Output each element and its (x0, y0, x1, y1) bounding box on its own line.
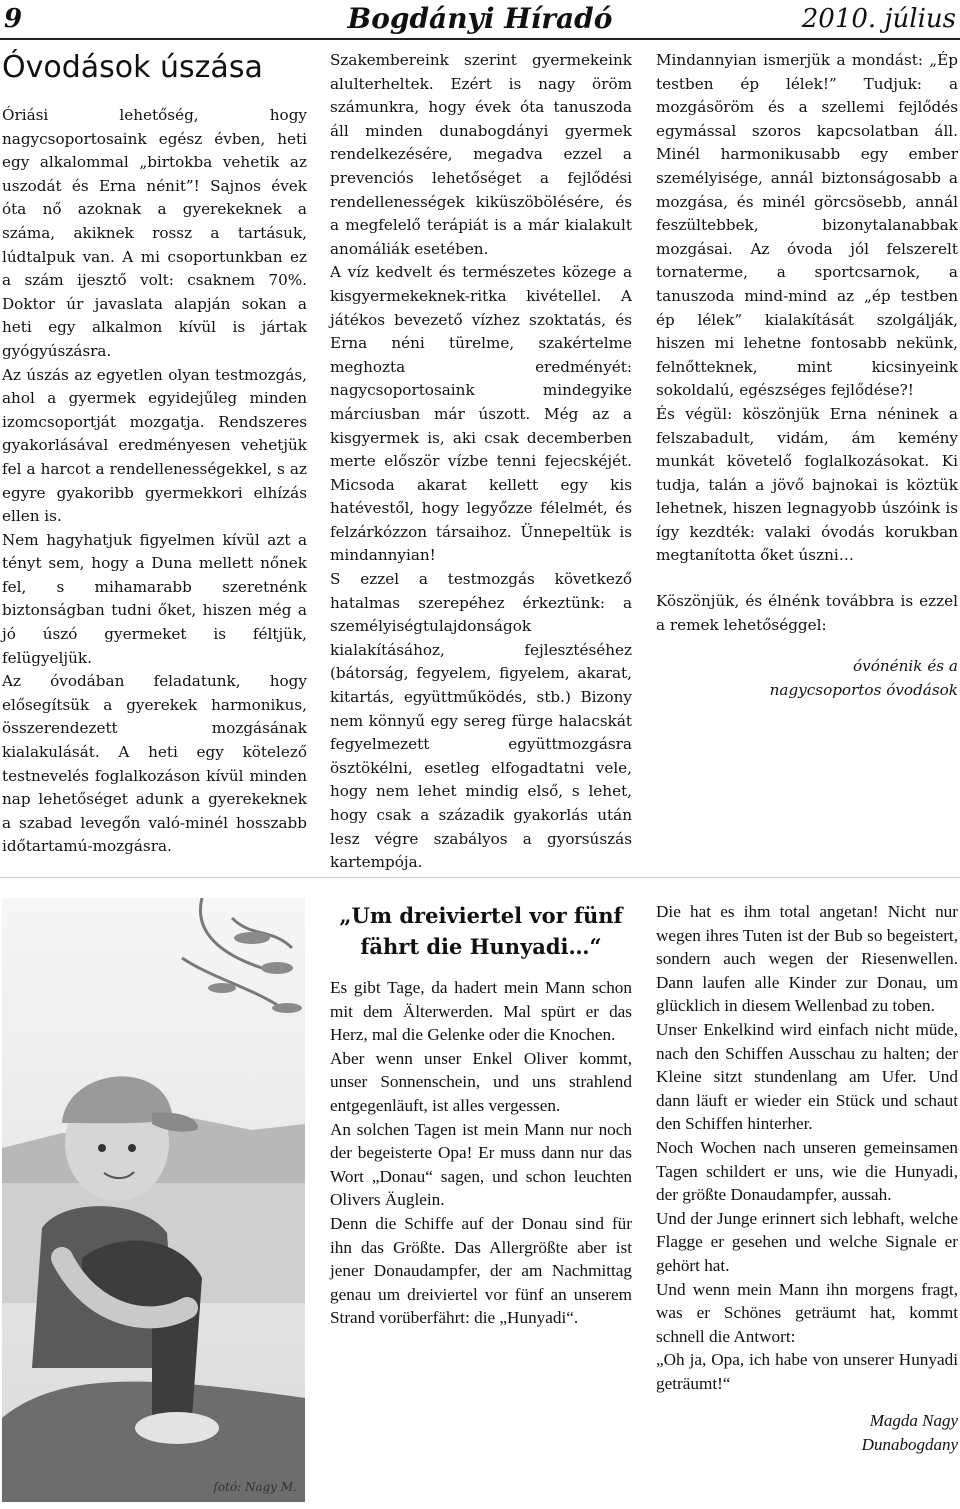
hu-paragraph: Az úszás az egyetlen olyan testmozgás, ahol a gyermek egyidejűleg minden izomcsoportját mozgatja. Rendszeres gyakorlásával eredményesen vehetjük fel a harcot a rendellenességekkel, s az egyre gyakoribb gyermekkori elhízás ellen is. (2, 365, 307, 526)
hu-paragraph: S ezzel a testmozgás következő hatalmas szerepéhez érkeztünk: a személyiségtulajdonságok kialakításához, fejlesztéséhez (bátorság, fegyelem, figyelem, akarat, kitartás, együttműködés, stb.) Bizony nem könnyű egy sereg fürge halacskát fegyelmezett együttmozgásra ösztökélni, esetleg elfogadtatni vele, hogy nem lehet mindig első, s lehet, hogy csak a századik gyakorlás után lesz végre szabályos a gyorsúszás kartempója. (330, 570, 632, 872)
de-paragraph: Die hat es ihm total angetan! Nicht nur wegen ihres Tuten ist der Bub so begeistert, sondern auch wegen der Riesenwellen. Dann laufen alle Kinder zur Donau, um glücklich in diesem Wellenbad zu toben. (656, 902, 958, 1016)
page-number: 9 (4, 4, 23, 34)
de-article-column-1 (330, 900, 632, 1330)
de-paragraph: Es gibt Tage, da hadert mein Mann schon mit dem Älterwerden. Mal spürt er das Herz, mal die Gelenke oder die Knochen. (330, 978, 632, 1045)
de-signature (656, 1409, 958, 1456)
hu-article-column-2 (330, 49, 632, 875)
hu-paragraph: Nem hagyhatjuk figyelmen kívül azt a tényt sem, hogy a Duna mellett nőnek fel, s mihamarabb szeretnénk biztonságban tudni őket, hiszen még a jó úszó gyermeket is féltjük, felügyeljük. (2, 530, 307, 667)
boy-photo (2, 898, 305, 1502)
page-header (0, 0, 960, 40)
de-paragraph: An solchen Tagen ist mein Mann nur noch der begeisterte Opa! Er muss dann nur das Wort „Donau“ sagen, und schon leuchten Olivers Äuglein. (330, 1119, 632, 1210)
publication-title: Bogdányi Híradó (347, 2, 613, 35)
photo-credit: fotó: Nagy M. (213, 1480, 297, 1494)
de-paragraph: Und der Junge erinnert sich lebhaft, welche Flagge er gesehen und welche Signale er gehört hat. (656, 1208, 958, 1275)
hu-paragraph: Szakembereink szerint gyermekeink alulterheltek. Ezért is nagy öröm számunkra, hogy évek óta tanuszoda áll minden dunabogdányi gyermek rendelkezésére, megadva ezzel a prevenciós lehetőséget a fejlődési rendellenességek kiküszöbölésére, és a megfelelő terápiát is a már kialakult anomáliák esetében. (330, 51, 632, 258)
de-paragraph: Unser Enkelkind wird einfach nicht müde, nach den Schiffen Ausschau zu halten; der Kleine sitzt stundenlang am Ufer. Und dann läuft er wieder ein Stück und schaut den Schiffen hinterher. (656, 1019, 958, 1134)
hu-paragraph: Köszönjük, és élnénk továbbra is ezzel a remek lehetőséggel: (656, 592, 958, 634)
hu-signature (656, 655, 958, 702)
issue-date: 2010. július (801, 4, 956, 34)
hu-paragraph: Mindannyian ismerjük a mondást: „Ép testben ép lélek!” Tudjuk: a mozgásöröm és a szellemi fejlődés egymással szoros kapcsolatban áll. Minél harmonikusabb egy ember személyisége, annál biztonságosabb a mozgása, és minél görcsösebb, annál feszültebbek, bizonytalanabbak mozgásai. Az óvoda jól felszerelt tornaterme, a sportcsarnok, a tanuszoda mind-mind az „ép testben ép lélek” kialakítását szolgálják, hiszen mi lehetne fontosabb nekünk, felnőtteknek, mint kicsinyeink sokoldalú, egészséges fejlődése?! (656, 51, 958, 400)
hu-article-title: Óvodások úszása (2, 50, 263, 85)
hu-paragraph: Az óvodában feladatunk, hogy elősegítsük a gyerekek harmonikus, összerendezett mozgásának kialakulását. A heti egy kötelező testnevelés foglalkozáson kívül minden nap lehetőséget adunk a gyerekeknek a szabad levegőn való-minél hosszabb időtartamú-mozgásra. (2, 672, 307, 856)
hu-article-column-1 (2, 46, 307, 859)
de-signature-line: Dunabogdany (861, 1435, 958, 1455)
de-paragraph: Noch Wochen nach unseren gemeinsamen Tagen schildert er uns, wie die Hunyadi, der größte Donaudampfer, aussah. (656, 1137, 958, 1205)
de-article-title: „Um dreiviertel vor fünf fährt die Hunyadi…“ (339, 903, 623, 959)
hu-article-column-3 (656, 49, 958, 702)
section-divider (0, 877, 960, 878)
de-signature-line: Magda Nagy (869, 1411, 958, 1431)
hu-paragraph: Óriási lehetőség, hogy nagycsoportosaink egész évben, heti egy alkalommal „birtokba vehetik az uszodát és Erna nénit”! Sajnos évek óta nő azoknak a gyerekeknek a száma, akiknek rossz a tartásuk, lúdtalpuk van. A mi csoportunkban ez a szám ijesztő volt: csaknem 70%. Doktor úr javaslata alapján sokan a heti egy alkalmon kívül is jártak gyógyúszásra. (2, 106, 307, 360)
de-paragraph: Aber wenn unser Enkel Oliver kommt, unser Sonnenschein, und uns strahlend entgegenläuft, ist alles vergessen. (330, 1048, 632, 1115)
hu-signature-line: nagycsoportos óvodások (769, 680, 958, 699)
boy-photo-illustration (2, 898, 305, 1502)
hu-paragraph: A víz kedvelt és természetes közege a kisgyermekeknek-ritka kivétellel. A játékos bevezető vízhez szoktatás, és Erna néni türelme, szakértelme meghozta eredményét: nagycsoportosaink mindegyike márciusban már úszott. Még az a kisgyermek is, aki csak decemberben merte először vízbe tenni fejecskéjét. Micsoda akarat kellett egy kis hatévestől, hogy legyőzze félelmét, és felzárkózzon társaihoz. Ünnepeltük is mindannyian! (330, 263, 632, 565)
de-paragraph: Denn die Schiffe auf der Donau sind für ihn das Größte. Das Allergrößte aber ist jener Donaudampfer, der am Nachmittag genau um dreiviertel vor fünf an unserem Strand vorüberfährt: die „Hunyadi“. (330, 1213, 632, 1328)
de-paragraph: „Oh ja, Opa, ich habe von unserer Hunyadi geträumt!“ (656, 1350, 958, 1393)
hu-paragraph: És végül: köszönjük Erna néninek a felszabadult, vidám, ám kemény munkát követelő foglalkozásokat. Ki tudja, talán a jövő bajnokai is köztük lehetnek, hiszen legnagyobb úszóink is így kezdték: valaki óvodás korukban megtanította őket úszni… (656, 404, 958, 565)
de-article-column-2 (656, 900, 958, 1457)
de-paragraph: Und wenn mein Mann ihn morgens fragt, was er Schönes geträumt hat, kommt schnell die Antwort: (656, 1279, 958, 1346)
hu-signature-line: óvónénik és a (853, 657, 958, 676)
